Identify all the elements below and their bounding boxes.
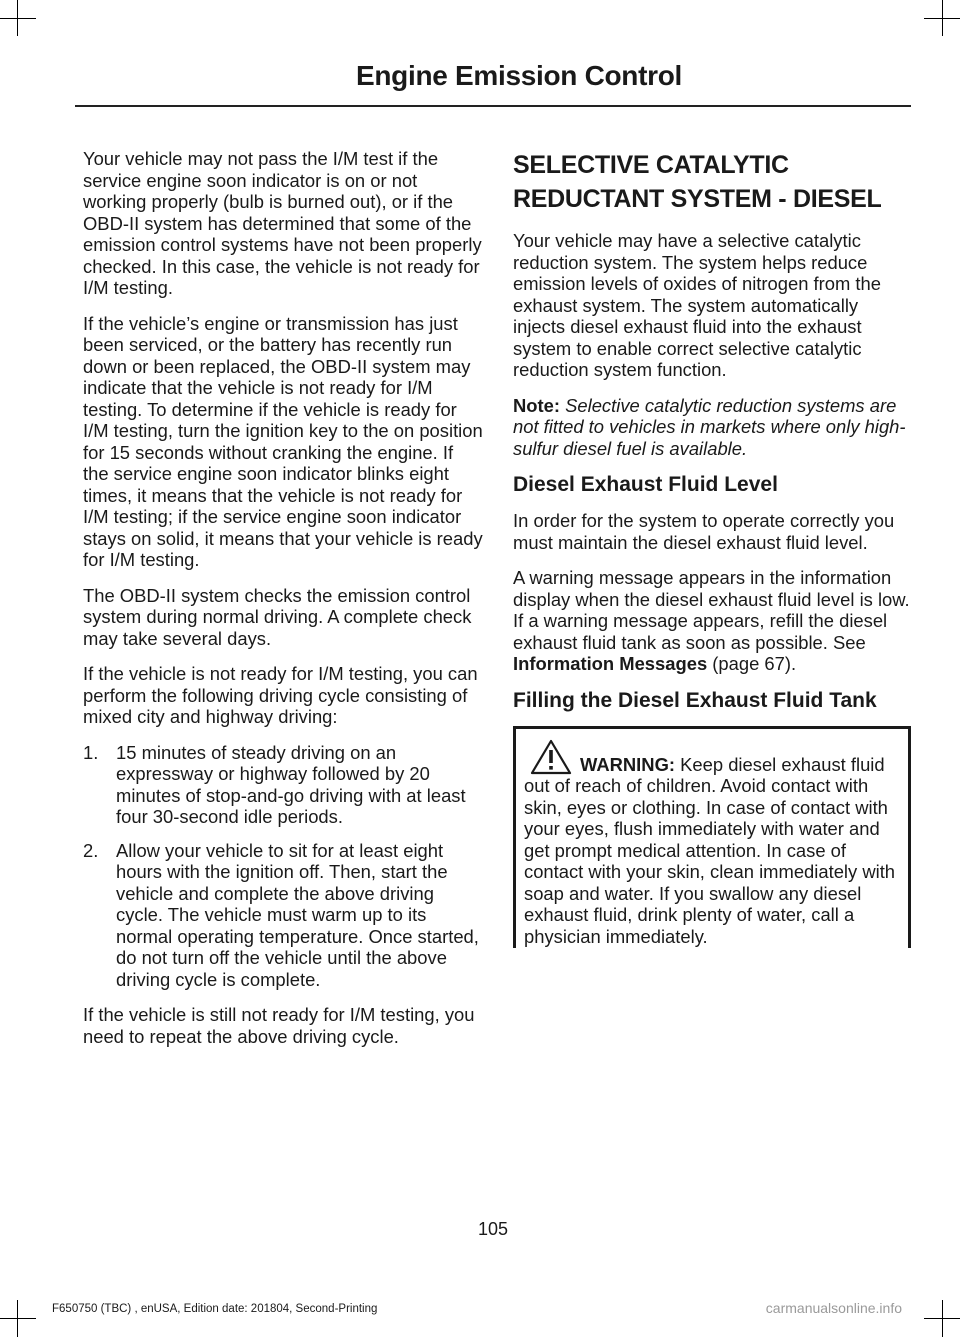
- note-paragraph: [513, 395, 911, 460]
- cross-reference-link[interactable]: Information Messages: [513, 653, 708, 674]
- page-title: Engine Emission Control: [355, 60, 682, 91]
- crop-mark: [0, 18, 36, 19]
- warning-box: [513, 726, 911, 948]
- body-paragraph: Your vehicle may not pass the I/M test if the service engine soon indicator is on or not working properly (bulb is burned out), or if the OBD-II system has determined that some of the emission control systems have not been properly checked. In this case, the vehicle is not ready for I/M testing.: [83, 148, 482, 298]
- paragraph-text: A warning message appears in the information display when the diesel exhaust fluid level is low. If a warning message appears, refill the diesel exhaust fluid tank as soon as possible. See: [513, 567, 910, 653]
- body-paragraph: If the vehicle’s engine or transmission has just been serviced, or the battery has recently run down or been replaced, the OBD-II system may indicate that the vehicle is not ready for I/M testing. To determine if the vehicle is ready for I/M testing, turn the ignition key to the on position for 15 seconds without cranking the engine. If the service engine soon indicator blinks eight times, it means that the vehicle is not ready for I/M testing; if the service engine soon indicator stays on solid, it means that your vehicle is ready for I/M testing.: [83, 312, 483, 570]
- crop-mark: [17, 0, 18, 36]
- section-heading-line: REDUCTANT SYSTEM - DIESEL: [513, 185, 882, 213]
- crop-mark: [0, 1318, 36, 1319]
- body-paragraph: The OBD-II system checks the emission control system during normal driving. A complete check may take several days.: [83, 584, 472, 649]
- list-item: [83, 742, 483, 828]
- header-divider: [75, 105, 911, 107]
- warning-text: Keep diesel exhaust fluid out of reach of children. Avoid contact with skin, eyes or clothing. In case of contact with your eyes, flush immediately with water and get prompt medical attention. In case of contact with your skin, clean immediately with soap and water. If you swallow any diesel exhaust fluid, drink plenty of water, call a physician immediately.: [524, 753, 896, 947]
- list-item-text: Allow your vehicle to sit for at least eight hours with the ignition off. Then, start the vehicle and complete the above driving cycle. The vehicle must warm up to its normal operating temperature. Once started, do not turn off the vehicle until the above driving cycle is complete.: [116, 839, 479, 990]
- right-column: [513, 148, 911, 948]
- body-paragraph: Your vehicle may have a selective catalytic reduction system. The system helps reduce emission levels of oxides of nitrogen from the exhaust system. The system automatically injects diesel exhaust fluid into the exhaust system to enable correct selective catalytic reduction system function.: [513, 230, 881, 380]
- body-paragraph: [513, 567, 911, 675]
- body-paragraph: In order for the system to operate correctly you must maintain the diesel exhaust fluid level.: [513, 510, 895, 553]
- crop-mark: [942, 0, 943, 36]
- list-item-number: 1.: [83, 741, 99, 763]
- warning-paragraph: [524, 739, 900, 948]
- section-heading-line: SELECTIVE CATALYTIC: [513, 151, 789, 179]
- note-label: Note:: [513, 394, 560, 416]
- subheading: Filling the Diesel Exhaust Fluid Tank: [513, 688, 877, 712]
- list-item-number: 2.: [83, 839, 99, 861]
- body-paragraph: If the vehicle is not ready for I/M testing, you can perform the following driving cycle consisting of mixed city and highway driving:: [83, 663, 478, 727]
- body-paragraph: If the vehicle is still not ready for I/M testing, you need to repeat the above driving cycle.: [83, 1004, 475, 1047]
- driving-cycle-list: [83, 742, 483, 991]
- list-item-text: 15 minutes of steady driving on an expressway or highway followed by 20 minutes of stop-and-go driving with at least four 30-second idle periods.: [116, 741, 466, 827]
- edition-info: F650750 (TBC) , enUSA, Edition date: 201804, Second-Printing: [52, 1303, 378, 1315]
- subheading: Diesel Exhaust Fluid Level: [513, 473, 778, 496]
- crop-mark: [942, 1300, 943, 1337]
- warning-label: WARNING:: [580, 753, 676, 775]
- page-reference: (page 67).: [707, 653, 797, 674]
- section-heading: [513, 148, 911, 216]
- left-column: [83, 148, 483, 1061]
- watermark: carmanualsonline.info: [765, 1300, 902, 1316]
- page-number: 105: [477, 1219, 509, 1239]
- warning-triangle-icon: [530, 739, 572, 775]
- note-text: Selective catalytic reduction systems are not fitted to vehicles in markets where only high-sulfur diesel fuel is available.: [513, 394, 906, 459]
- list-item: [83, 840, 483, 991]
- crop-mark: [17, 1300, 18, 1337]
